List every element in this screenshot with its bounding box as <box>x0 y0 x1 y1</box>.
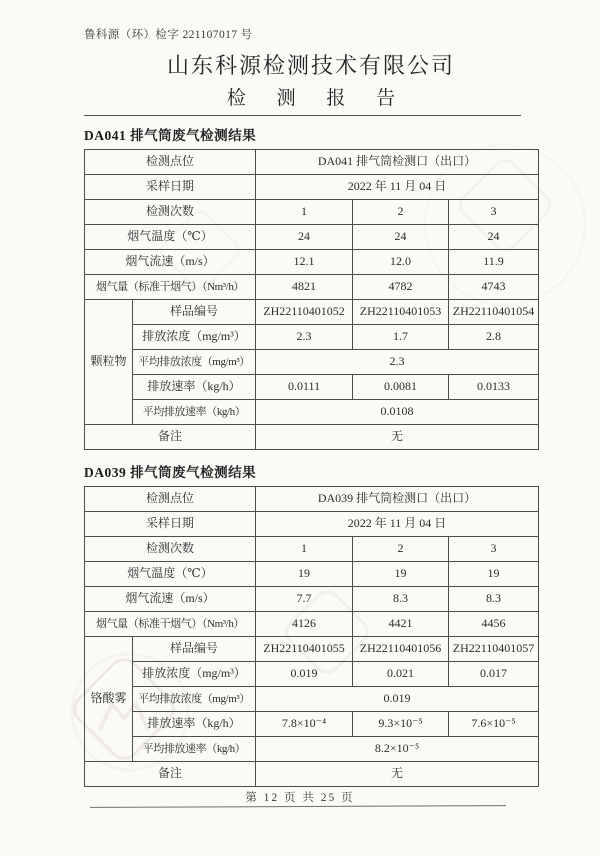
cell-speed-3: 11.9 <box>449 250 539 275</box>
cell-conc-2: 0.021 <box>353 662 449 687</box>
cell-rate-3: 7.6×10⁻⁵ <box>449 712 539 737</box>
results-table-da039 <box>84 486 539 787</box>
results-table-da041 <box>84 149 539 450</box>
table-row <box>85 225 539 250</box>
table-row <box>85 150 539 175</box>
table-row <box>85 537 539 562</box>
cell-speed-label: 烟气流速（m/s） <box>85 587 256 612</box>
table-row <box>85 350 539 375</box>
cell-conc-3: 0.017 <box>449 662 539 687</box>
table-row <box>85 487 539 512</box>
table-row <box>85 687 539 712</box>
cell-date-label: 采样日期 <box>85 175 256 200</box>
cell-volume-3: 4743 <box>449 275 539 300</box>
cell-temp-label: 烟气温度（℃） <box>85 225 256 250</box>
cell-times-1: 1 <box>256 200 353 225</box>
cell-speed-2: 12.0 <box>353 250 449 275</box>
table-row <box>85 300 539 325</box>
cell-temp-2: 19 <box>353 562 449 587</box>
cell-avg-rate-label: 平均排放速率（kg/h） <box>133 400 256 425</box>
cell-avg-rate-value: 8.2×10⁻⁵ <box>256 737 539 762</box>
table-row <box>85 400 539 425</box>
cell-speed-label: 烟气流速（m/s） <box>85 250 256 275</box>
cell-rate-label: 排放速率（kg/h） <box>133 712 256 737</box>
cell-speed-3: 8.3 <box>449 587 539 612</box>
cell-rate-label: 排放速率（kg/h） <box>133 375 256 400</box>
cell-volume-label: 烟气量（标准干烟气）（Nm³/h） <box>85 275 256 300</box>
cell-sample-2: ZH22110401056 <box>353 637 449 662</box>
report-title: 检 测 报 告 <box>226 88 409 109</box>
cell-avg-rate-value: 0.0108 <box>256 400 539 425</box>
report-content <box>84 26 538 787</box>
cell-sample-3: ZH22110401054 <box>449 300 539 325</box>
cell-times-label: 检测次数 <box>85 537 256 562</box>
cell-temp-1: 24 <box>256 225 353 250</box>
header-rule <box>84 115 521 116</box>
cell-temp-1: 19 <box>256 562 353 587</box>
table-row <box>85 325 539 350</box>
table-row <box>85 712 539 737</box>
cell-volume-label: 烟气量（标准干烟气）（Nm³/h） <box>85 612 256 637</box>
cell-remark-value: 无 <box>256 762 539 787</box>
cell-remark-value: 无 <box>256 425 539 450</box>
cell-sample-1: ZH22110401055 <box>256 637 353 662</box>
cell-conc-label: 排放浓度（mg/m³） <box>133 325 256 350</box>
cell-volume-1: 4821 <box>256 275 353 300</box>
cell-times-1: 1 <box>256 537 353 562</box>
cell-rate-1: 0.0111 <box>256 375 353 400</box>
cell-avg-conc-label: 平均排放浓度（mg/m³） <box>133 687 256 712</box>
cell-conc-label: 排放浓度（mg/m³） <box>133 662 256 687</box>
cell-conc-1: 2.3 <box>256 325 353 350</box>
cell-remark-label: 备注 <box>85 425 256 450</box>
cell-date-value: 2022 年 11 月 04 日 <box>256 512 539 537</box>
cell-volume-2: 4782 <box>353 275 449 300</box>
table-row <box>85 275 539 300</box>
table-row <box>85 637 539 662</box>
cell-conc-2: 1.7 <box>353 325 449 350</box>
cell-volume-3: 4456 <box>449 612 539 637</box>
cell-times-3: 3 <box>449 200 539 225</box>
cell-date-value: 2022 年 11 月 04 日 <box>256 175 539 200</box>
table-row <box>85 562 539 587</box>
cell-sample-2: ZH22110401053 <box>353 300 449 325</box>
cell-times-2: 2 <box>353 200 449 225</box>
cell-speed-1: 12.1 <box>256 250 353 275</box>
cell-speed-2: 8.3 <box>353 587 449 612</box>
cell-temp-3: 24 <box>449 225 539 250</box>
section-title-da039: DA039 排气筒废气检测结果 <box>84 465 257 480</box>
cell-point-label: 检测点位 <box>85 487 256 512</box>
table-row <box>85 250 539 275</box>
table-row <box>85 612 539 637</box>
cell-volume-2: 4421 <box>353 612 449 637</box>
document-number: 鲁科源（环）检字 221107017 号 <box>84 29 253 41</box>
cell-rate-2: 0.0081 <box>353 375 449 400</box>
cell-remark-label: 备注 <box>85 762 256 787</box>
table-row <box>85 375 539 400</box>
cell-avg-conc-value: 0.019 <box>256 687 539 712</box>
cell-rate-1: 7.8×10⁻⁴ <box>256 712 353 737</box>
cell-times-label: 检测次数 <box>85 200 256 225</box>
cell-avg-conc-label: 平均排放浓度（mg/m³） <box>133 350 256 375</box>
cell-rate-2: 9.3×10⁻⁵ <box>353 712 449 737</box>
cell-sample-3: ZH22110401057 <box>449 637 539 662</box>
section-title-da041: DA041 排气筒废气检测结果 <box>84 128 257 143</box>
cell-pollutant-label: 铬酸雾 <box>85 637 133 762</box>
cell-avg-conc-value: 2.3 <box>256 350 539 375</box>
cell-temp-label: 烟气温度（℃） <box>85 562 256 587</box>
footer-rule <box>90 805 506 808</box>
cell-sample-label: 样品编号 <box>133 637 256 662</box>
table-row <box>85 737 539 762</box>
cell-temp-2: 24 <box>353 225 449 250</box>
cell-times-2: 2 <box>353 537 449 562</box>
cell-volume-1: 4126 <box>256 612 353 637</box>
table-row <box>85 762 539 787</box>
table-row <box>85 662 539 687</box>
cell-sample-label: 样品编号 <box>133 300 256 325</box>
cell-point-value: DA039 排气筒检测口（出口） <box>256 487 539 512</box>
cell-avg-rate-label: 平均排放速率（kg/h） <box>133 737 256 762</box>
cell-conc-1: 0.019 <box>256 662 353 687</box>
cell-speed-1: 7.7 <box>256 587 353 612</box>
cell-date-label: 采样日期 <box>85 512 256 537</box>
cell-point-value: DA041 排气筒检测口（出口） <box>256 150 539 175</box>
cell-times-3: 3 <box>449 537 539 562</box>
cell-temp-3: 19 <box>449 562 539 587</box>
table-row <box>85 587 539 612</box>
cell-sample-1: ZH22110401052 <box>256 300 353 325</box>
cell-rate-3: 0.0133 <box>449 375 539 400</box>
cell-conc-3: 2.8 <box>449 325 539 350</box>
table-row <box>85 512 539 537</box>
cell-pollutant-label: 颗粒物 <box>85 300 133 425</box>
company-title: 山东科源检测技术有限公司 <box>166 53 455 78</box>
cell-point-label: 检测点位 <box>85 150 256 175</box>
table-row <box>85 175 539 200</box>
table-row <box>85 425 539 450</box>
page-number: 第 12 页 共 25 页 <box>245 792 355 804</box>
table-row <box>85 200 539 225</box>
